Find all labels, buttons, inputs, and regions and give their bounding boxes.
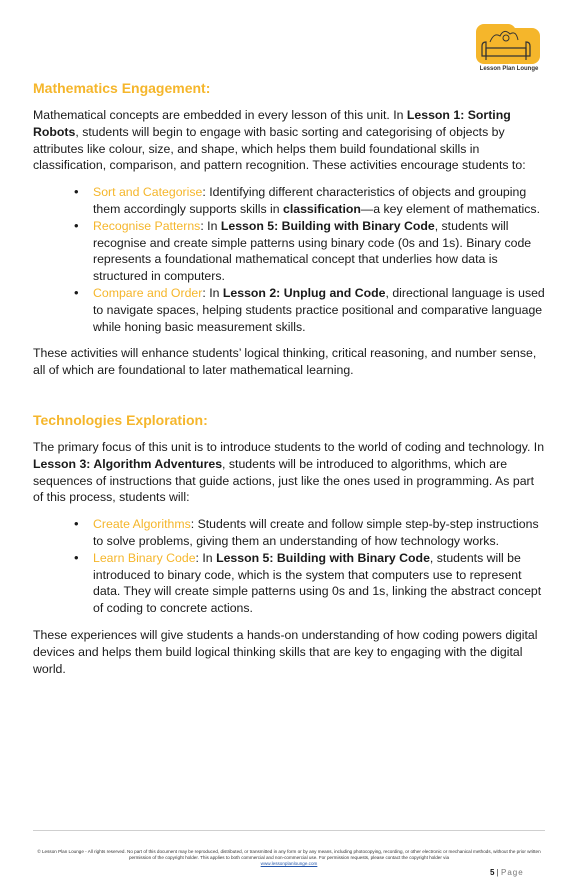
list-item: • Learn Binary Code: In Lesson 5: Building with Binary Code, students will be introduced to binary code, which is the system that computers use to represent data. They will create simple patterns using 0s and 1s, linking the abstract concept of coding to concrete actions. [93, 550, 545, 617]
logo-text: Lesson Plan Lounge [479, 66, 539, 72]
list-item: • Recognise Patterns: In Lesson 5: Building with Binary Code, students will recognise and create simple patterns using binary code (0s and 1s). Binary code represents a foundational mathematical concept that underlies how data is structured in computers. [93, 218, 545, 285]
math-heading: Mathematics Engagement: [33, 80, 211, 96]
website-link[interactable]: www.lessonplanlounge.com [260, 861, 318, 866]
document-body [33, 79, 545, 677]
math-closing: These activities will enhance students’ logical thinking, critical reasoning, and number sense, all of which are foundational to later mathematical learning. [33, 346, 537, 378]
tech-bullet-list [33, 516, 545, 617]
tech-heading: Technologies Exploration: [33, 411, 208, 428]
copyright-notice: © Lesson Plan Lounge - All rights reserved. No part of this document may be reproduced, distributed, or transmitted in any form or by any means, including photocopying, recording, or other electronic or mechanical methods, without the prior written permission of the copyright holder. This applies to both commercial and non-commercial use. For permission requests, please contact the copyright holder via www.lessonplanlounge.com [37, 849, 541, 866]
list-item: • Create Algorithms: Students will create and follow simple step-by-step instructions to solve problems, giving them an understanding of how technology works. [93, 516, 545, 550]
list-item: • Compare and Order: In Lesson 2: Unplug and Code, directional language is used to navigate spaces, helping students practice positional and comparative language while honing basic measurement skills. [93, 285, 545, 335]
math-intro: Mathematical concepts are embedded in every lesson of this unit. In Lesson 1: Sorting Robots, students will begin to engage with basic sorting and categorising of objects by attributes like colour, size, and shape, which helps them build foundational skills in classification, comparison, and pattern recognition. These activities encourage students to: [33, 108, 526, 173]
list-item: • Sort and Categorise: Identifying different characteristics of objects and grouping them accordingly supports skills in classification—a key element of mathematics. [93, 184, 545, 218]
tech-closing: These experiences will give students a hands-on understanding of how coding powers digital devices and helps them build logical thinking skills that are key to engaging with the digital world. [33, 627, 538, 676]
page-number: 5 | Page [490, 868, 524, 877]
footer-divider [33, 830, 545, 831]
math-bullet-list [33, 184, 545, 335]
tech-intro: The primary focus of this unit is to introduce students to the world of coding and technology. In Lesson 3: Algorithm Adventures, students will be introduced to algorithms, which are sequences of instructions that guide actions, just like the ones used in programming. As part of this process, students will: [33, 439, 545, 505]
